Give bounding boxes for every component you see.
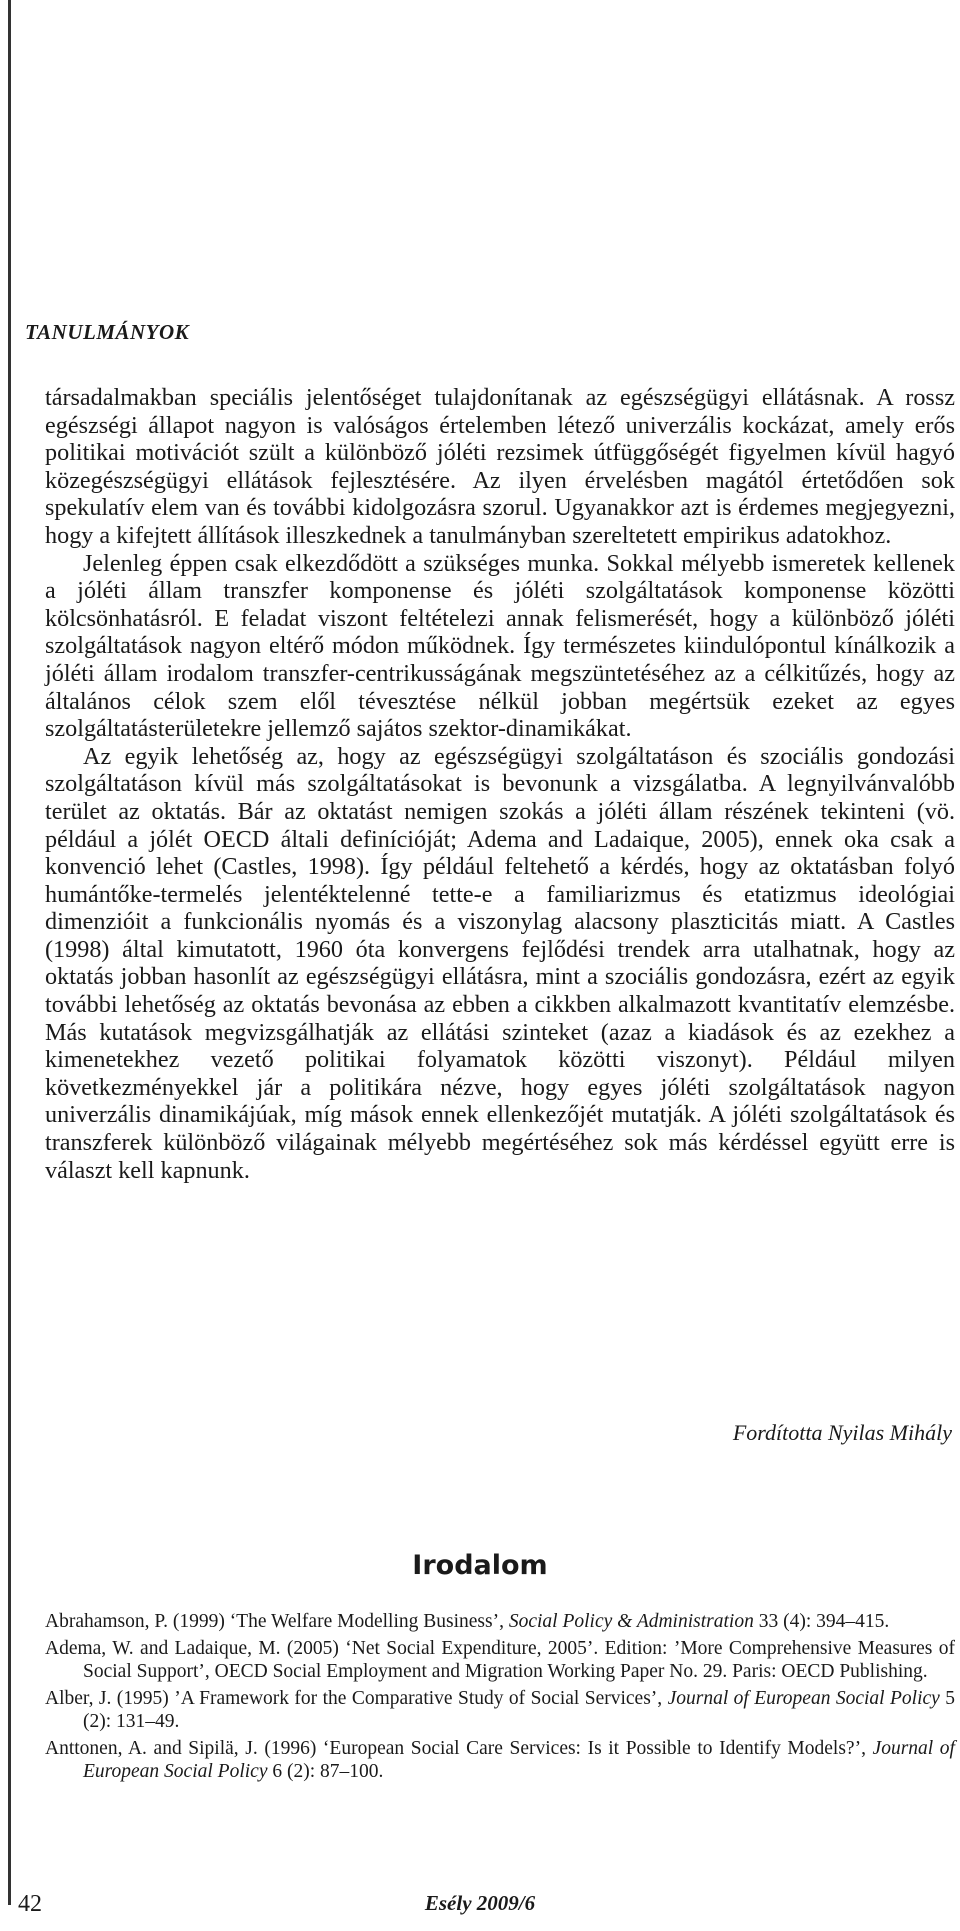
translator-credit: Fordította Nyilas Mihály	[732, 1420, 952, 1445]
reference-item: Abrahamson, P. (1999) ‘The Welfare Modelling Business’, Social Policy & Administration 33 (4): 394–415.	[45, 1611, 890, 1632]
reference-item: Adema, W. and Ladaique, M. (2005) ‘Net Social Expenditure, 2005’. Edition: ’More Comprehensive Measures of Social Support’, OECD Social Employment and Migration Working Paper No. 29. Paris: OECD Publishing.	[45, 1637, 955, 1682]
paragraph-1: társadalmakban speciális jelentőséget tulajdonítanak az egészségügyi ellátásnak. A rossz egészségi állapot nagyon is valóságos értelemben létező univerzális kockázat, amely erős politikai motivációt szült a különböző jóléti rezsimek útfüggőségét figyelmen kívül hagyó közegészségügyi ellátások fejlesztésére. Az ilyen érvelésben magától értetődően sok spekulatív elem van és további kidolgozásra szorul. Ugyanakkor azt is érdemes megjegyezni, hogy a kifejtett állítások illeszkednek a tanulmányban szereltetett empirikus adatokhoz.	[45, 384, 955, 549]
paragraph-2: Jelenleg éppen csak elkezdődött a szükséges munka. Sokkal mélyebb ismeretek kellenek a jóléti állam transzfer komponense és jóléti szolgáltatások komponense közötti kölcsönhatásról. E feladat viszont feltételezi annak felismerését, hogy a különböző jóléti szolgáltatások nagyon eltérő módon működnek. Így természetes kiindulópontul kínálkozik a jóléti állam irodalom transzfer-centrikusságának megszüntetéséhez az a célkitűzés, hogy az általános célok szem elől tévesztése nélkül jobban megértsük ezeket az egyes szolgáltatásterületekre jellemző sajátos szektor-dinamikákat.	[45, 549, 955, 743]
paragraph-3: Az egyik lehetőség az, hogy az egészségügyi szolgáltatáson és szociális gondozási szolgáltatáson kívül más szolgáltatásokat is bevonunk a vizsgálatba. A legnyilvánvalóbb terület az oktatás. Bár az oktatást nemigen szokás a jóléti állam részének tekinteni (vö. például a jólét OECD általi definícióját; Adema and Ladaique, 2005), ennek oka csak a konvenció lehet (Castles, 1998). Így például feltehető a kérdés, hogy az oktatásban folyó humántőke-termelés jelentéktelenné tette-e a familiarizmus és etatizmus ideológiai dimenzióit a funkcionális nyomás és a viszonylag alacsony plaszticitás miatt. A Castles (1998) által kimutatott, 1960 óta konvergens fejlődési trendek arra utalhatnak, hogy az oktatás jobban hasonlít az egészségügyi ellátásra, mint a szociális gondozásra, ezért az egyik további lehetőség az oktatás bevonása az ebben a cikkben alkalmazott kvantitatív elemzésbe. Más kutatások megvizsgálhatják az ellátási szinteket (azaz a kiadások és az ezekhez a kimenetekhez vezető politikai folyamatok közötti viszonyt). Például milyen következményekkel jár a politikára nézve, hogy egyes jóléti szolgáltatások nagyon univerzális dinamikájúak, míg mások ennek ellenkezőjét mutatják. A jóléti szolgáltatások és transzferek különböző világainak mélyebb megértéséhez sok más kérdéssel együtt erre is választ kell kapnunk.	[45, 742, 955, 1184]
page-number: 42	[18, 1891, 42, 1917]
reference-item: Alber, J. (1995) ’A Framework for the Comparative Study of Social Services’, Journal of European Social Policy 5 (2): 131–49.	[45, 1687, 956, 1732]
article-body	[45, 384, 955, 1184]
references-heading: Irodalom	[412, 1550, 548, 1581]
left-margin-rule	[8, 0, 11, 1905]
journal-footer: Esély 2009/6	[424, 1891, 536, 1915]
references-list	[45, 1610, 955, 1787]
section-header: TANULMÁNYOK	[25, 320, 190, 344]
reference-item: Anttonen, A. and Sipilä, J. (1996) ‘European Social Care Services: Is it Possible to Identify Models?’, Journal of European Social Policy 6 (2): 87–100.	[45, 1737, 955, 1782]
